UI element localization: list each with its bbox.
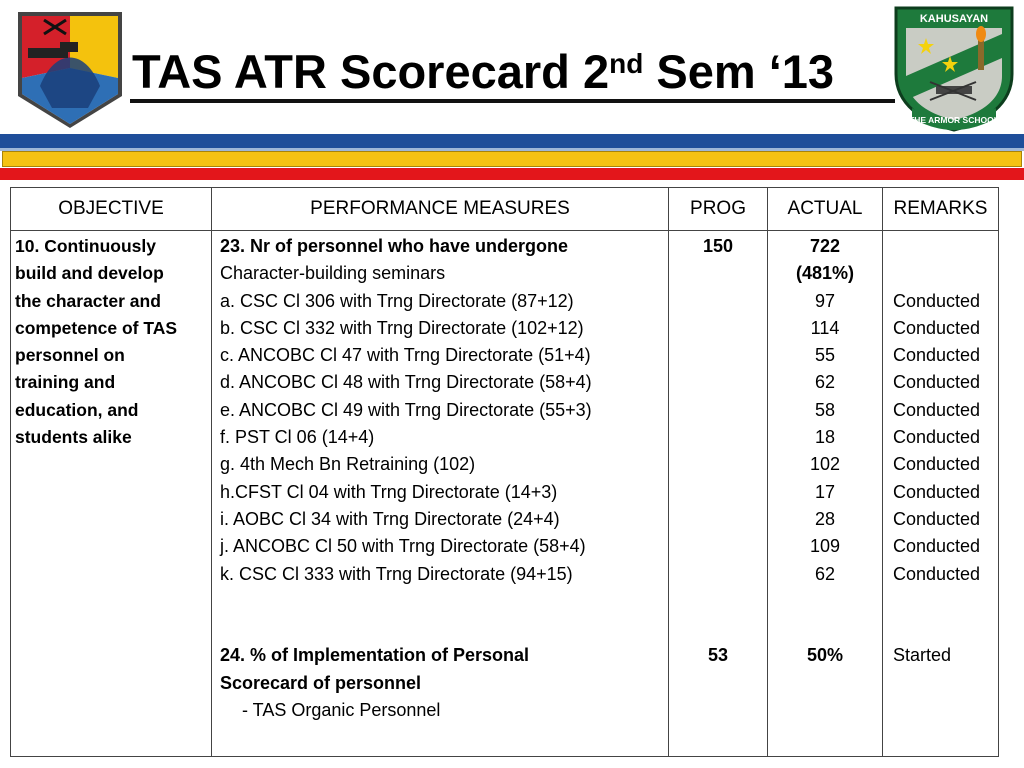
measure-24-title-line1: 24. % of Implementation of Personal	[220, 645, 530, 666]
objective-line: build and develop	[15, 263, 164, 284]
item-remark: Conducted	[893, 427, 981, 448]
remarks-cell	[883, 231, 999, 757]
measure-item: h.CFST Cl 04 with Trng Directorate (14+3)	[220, 481, 558, 502]
item-remark: Conducted	[893, 290, 981, 311]
header-objective: OBJECTIVE	[11, 188, 212, 231]
item-remark: Conducted	[893, 372, 981, 393]
measure-item: b. CSC Cl 332 with Trng Directorate (102+12)	[220, 317, 584, 338]
item-remark: Conducted	[893, 563, 981, 584]
objective-line: competence of TAS	[15, 317, 178, 338]
item-actual: 114	[810, 317, 840, 338]
item-actual: 62	[814, 563, 836, 584]
measure-23-actual: 722	[809, 236, 841, 256]
measure-item: k. CSC Cl 333 with Trng Directorate (94+15)	[220, 563, 573, 584]
measure-24-sub: - TAS Organic Personnel	[242, 700, 441, 721]
performance-measures-cell	[212, 231, 669, 757]
measure-24-remark: Started	[893, 645, 952, 666]
table-row	[11, 231, 999, 757]
header-prog: PROG	[669, 188, 768, 231]
item-actual: 55	[814, 345, 836, 366]
logo-banner-text: KAHUSAYAN	[919, 13, 989, 25]
measure-item: a. CSC Cl 306 with Trng Directorate (87+12)	[220, 290, 574, 311]
table-header-row	[11, 188, 999, 231]
item-actual: 18	[814, 427, 836, 448]
item-remark: Conducted	[893, 345, 981, 366]
objective-line: the character and	[15, 290, 161, 311]
measure-item: j. ANCOBC Cl 50 with Trng Directorate (58+4)	[220, 536, 586, 557]
item-actual: 97	[814, 290, 836, 311]
header-actual: ACTUAL	[768, 188, 883, 231]
item-actual: 28	[814, 508, 836, 529]
measure-23-actual-pct: (481%)	[795, 263, 855, 284]
header-performance-measures: PERFORMANCE MEASURES	[212, 188, 669, 231]
objective-line: personnel on	[15, 345, 125, 366]
measure-23-subtitle: Character-building seminars	[220, 263, 446, 284]
measure-item: f. PST Cl 06 (14+4)	[220, 427, 375, 448]
measure-24-title-line2: Scorecard of personnel	[220, 672, 422, 693]
item-actual: 58	[814, 399, 836, 420]
measure-24-actual: 50%	[806, 645, 844, 666]
logo-ribbon-text: THE ARMOR SCHOOL	[909, 115, 999, 125]
measure-item: e. ANCOBC Cl 49 with Trng Directorate (55+3)	[220, 399, 592, 420]
measure-23-prog: 150	[702, 236, 734, 256]
objective-line: education, and	[15, 399, 139, 420]
yellow-band	[2, 151, 1022, 167]
measure-item: i. AOBC Cl 34 with Trng Directorate (24+4)	[220, 508, 560, 529]
item-remark: Conducted	[893, 481, 981, 502]
red-band	[0, 168, 1024, 180]
item-remark: Conducted	[893, 454, 981, 475]
scorecard-table	[10, 187, 999, 757]
measure-24-prog: 53	[707, 645, 729, 666]
armor-school-logo	[890, 4, 1018, 132]
title-underline	[130, 99, 895, 103]
item-remark: Conducted	[893, 508, 981, 529]
blue-band	[0, 134, 1024, 148]
measure-item: d. ANCOBC Cl 48 with Trng Directorate (58+4)	[220, 372, 592, 393]
header-remarks: REMARKS	[883, 188, 999, 231]
objective-line: students alike	[15, 427, 132, 448]
measure-item: g. 4th Mech Bn Retraining (102)	[220, 454, 476, 475]
item-actual: 102	[809, 454, 841, 475]
prog-cell	[669, 231, 768, 757]
left-unit-logo	[10, 8, 130, 130]
actual-cell	[768, 231, 883, 757]
measure-item: c. ANCOBC Cl 47 with Trng Directorate (51+4)	[220, 345, 591, 366]
objective-cell	[11, 231, 212, 757]
item-remark: Conducted	[893, 536, 981, 557]
item-actual: 17	[814, 481, 836, 502]
measure-23-title: 23. Nr of personnel who have undergone	[220, 236, 569, 256]
item-remark: Conducted	[893, 317, 981, 338]
item-actual: 109	[809, 536, 841, 557]
page-title: TAS ATR Scorecard 2nd Sem ‘13	[132, 45, 835, 98]
item-remark: Conducted	[893, 399, 981, 420]
objective-line: 10. Continuously	[15, 236, 156, 256]
objective-line: training and	[15, 372, 116, 393]
white-gap	[0, 180, 1024, 183]
item-actual: 62	[814, 372, 836, 393]
